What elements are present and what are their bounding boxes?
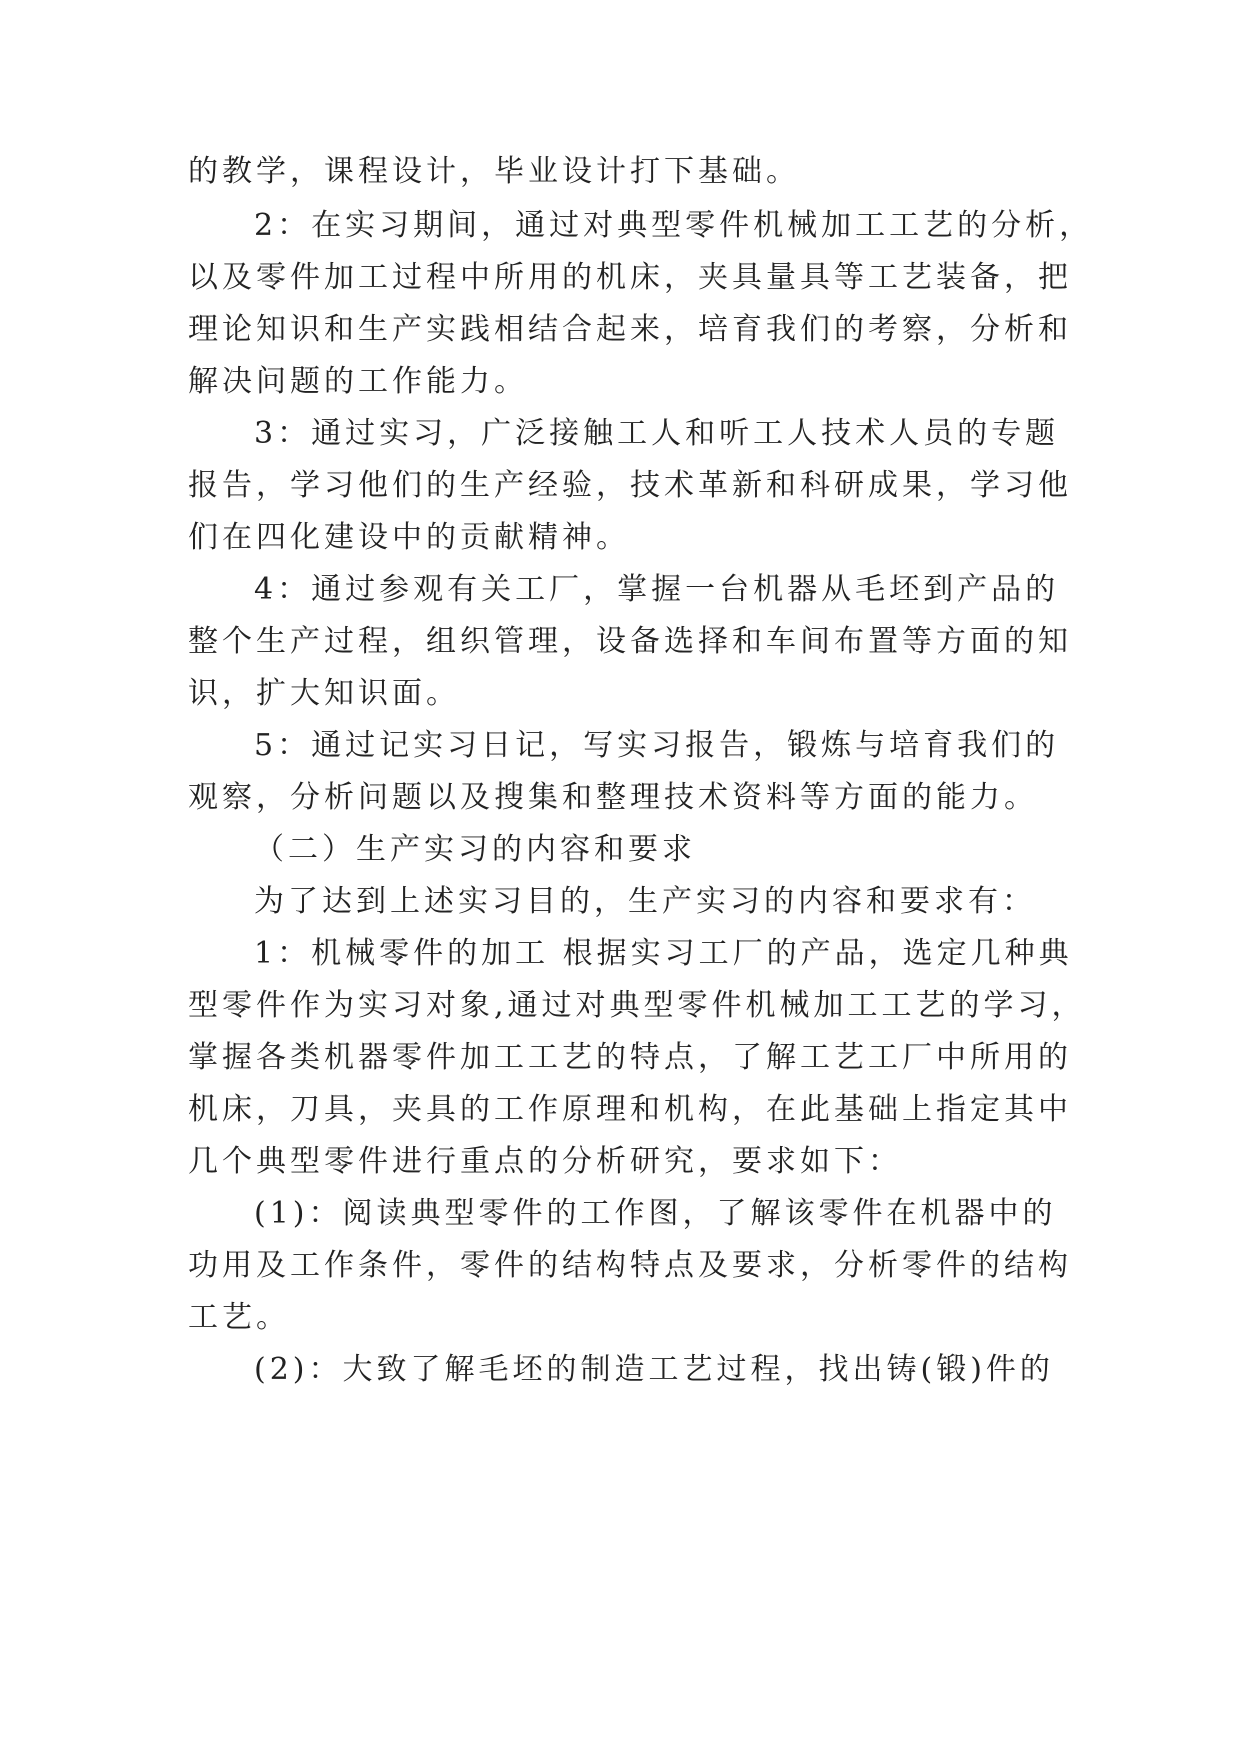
text-line: 整个生产过程，组织管理，设备选择和车间布置等方面的知 [188,624,1072,659]
text-line: 报告，学习他们的生产经验，技术革新和科研成果，学习他 [188,468,1072,503]
text-line: 理论知识和生产实践相结合起来，培育我们的考察，分析和 [188,312,1072,347]
section-heading: （二）生产实习的内容和要求 [254,832,696,867]
text-line: 5：通过记实习日记，写实习报告，锻炼与培育我们的 [254,728,1060,763]
text-line: 掌握各类机器零件加工工艺的特点，了解工艺工厂中所用的 [188,1040,1072,1075]
text-line: 以及零件加工过程中所用的机床，夹具量具等工艺装备，把 [188,260,1072,295]
text-line: 4：通过参观有关工厂，掌握一台机器从毛坯到产品的 [254,572,1060,607]
text-line: 型零件作为实习对象,通过对典型零件机械加工工艺的学习， [188,988,1086,1023]
text-line: 识，扩大知识面。 [188,676,460,711]
text-line: 为了达到上述实习目的，生产实习的内容和要求有： [254,884,1036,919]
text-line: 的教学，课程设计，毕业设计打下基础。 [188,154,800,189]
text-line: 工艺。 [188,1300,290,1335]
text-line: 机床，刀具，夹具的工作原理和机构，在此基础上指定其中 [188,1092,1072,1127]
text-line: 1：机械零件的加工 根据实习工厂的产品，选定几种典 [254,936,1073,971]
text-line: 3：通过实习，广泛接触工人和听工人技术人员的专题 [254,416,1060,451]
text-line: 几个典型零件进行重点的分析研究，要求如下： [188,1144,902,1179]
text-line: 解决问题的工作能力。 [188,364,528,399]
text-line: 功用及工作条件，零件的结构特点及要求，分析零件的结构 [188,1248,1072,1283]
text-line: (1)：阅读典型零件的工作图，了解该零件在机器中的 [254,1196,1057,1231]
text-line: 2：在实习期间，通过对典型零件机械加工工艺的分析， [254,208,1094,243]
text-line: 们在四化建设中的贡献精神。 [188,520,630,555]
text-line: (2)：大致了解毛坯的制造工艺过程，找出铸(锻)件的 [254,1352,1054,1387]
text-line: 观察，分析问题以及搜集和整理技术资料等方面的能力。 [188,780,1038,815]
